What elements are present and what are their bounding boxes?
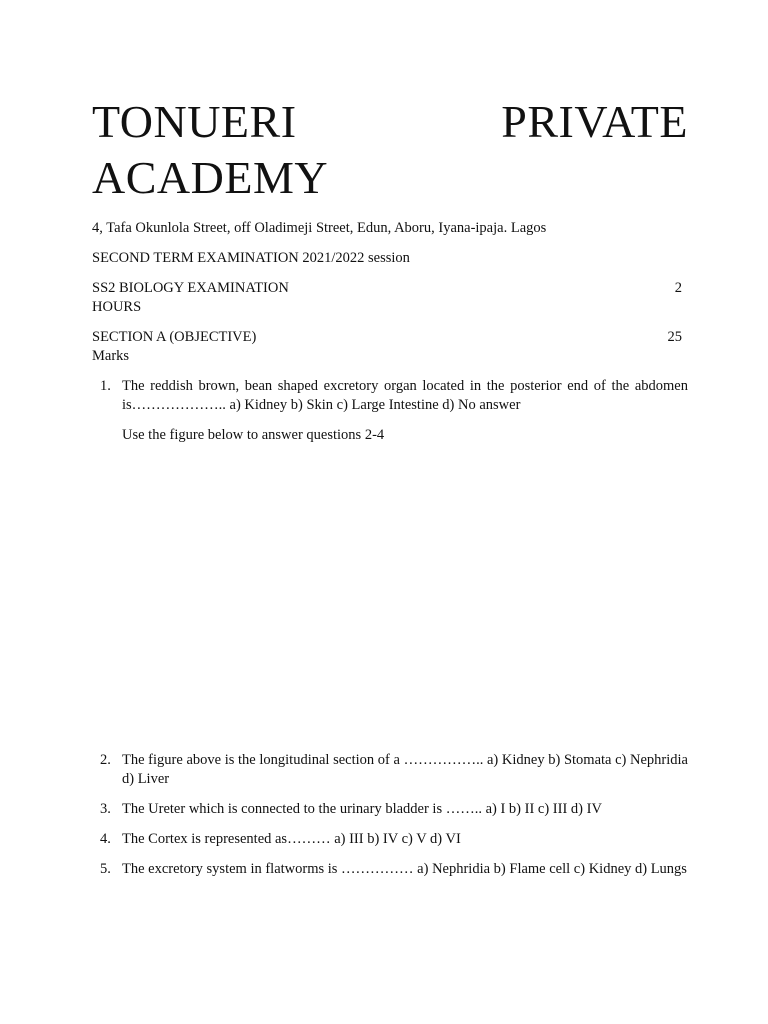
- figure-placeholder: [122, 456, 688, 736]
- school-name-line2: ACADEMY: [92, 152, 329, 203]
- subject-label: SS2 BIOLOGY EXAMINATION: [92, 280, 289, 296]
- question-item: [92, 751, 688, 789]
- figure-instruction: Use the figure below to answer questions 2-4: [122, 427, 385, 443]
- school-name-word1: TONUERI: [92, 96, 297, 147]
- question-item: [92, 377, 688, 415]
- question-item: [92, 830, 688, 849]
- section-label: SECTION A (OBJECTIVE): [92, 329, 257, 345]
- school-name-line1: [92, 94, 688, 150]
- question-text: The figure above is the longitudinal section of a …………….. a) Kidney b) Stomata c) Nephridia d) Liver: [122, 752, 688, 787]
- question-item: [92, 860, 688, 879]
- question-text: The Cortex is represented as……… a) III b) IV c) V d) VI: [122, 831, 461, 847]
- question-number: 2.: [100, 752, 111, 768]
- question-text: The Ureter which is connected to the urinary bladder is …….. a) I b) II c) III d) IV: [122, 801, 602, 817]
- school-name-word2: PRIVATE: [501, 96, 688, 147]
- duration-value: 2: [674, 280, 682, 296]
- question-item: [92, 800, 688, 819]
- question-number: 1.: [100, 378, 111, 394]
- question-text: The excretory system in flatworms is …………… a) Nephridia b) Flame cell c) Kidney d) Lungs: [122, 861, 687, 877]
- question-number: 3.: [100, 801, 111, 817]
- marks-unit: Marks: [92, 348, 130, 364]
- question-number: 5.: [100, 861, 111, 877]
- marks-value: 25: [667, 329, 682, 345]
- question-text: The reddish brown, bean shaped excretory organ located in the posterior end of the abdomen is……………….. a) Kidney b) Skin c) Large Intestine d) No answer: [122, 378, 688, 413]
- question-number: 4.: [100, 831, 111, 847]
- section-row: [92, 328, 682, 347]
- exam-title: SECOND TERM EXAMINATION 2021/2022 session: [92, 250, 410, 266]
- subject-row: [92, 279, 682, 298]
- school-address: 4, Tafa Okunlola Street, off Oladimeji Street, Edun, Aboru, Iyana-ipaja. Lagos: [92, 220, 547, 236]
- duration-unit: HOURS: [92, 299, 142, 315]
